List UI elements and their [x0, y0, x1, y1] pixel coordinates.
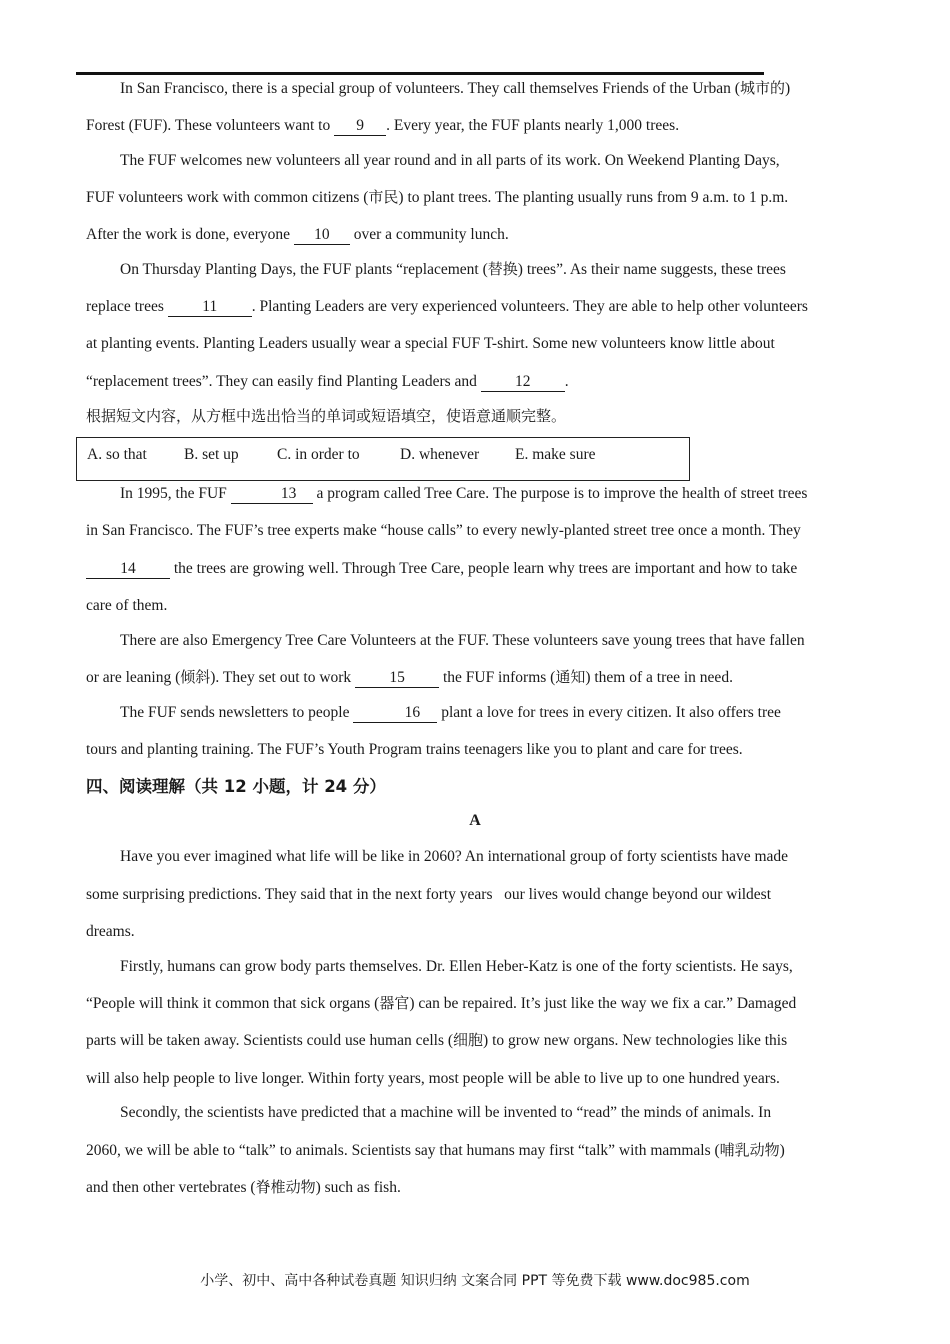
passage-line: In San Francisco, there is a special group of volunteers. They call themselves Friends of the Urban (城市的) [120, 79, 791, 97]
passage-line: some surprising predictions. They said that in the next forty years our lives would change beyond our wildest [86, 886, 772, 903]
passage-line: and then other vertebrates (脊椎动物) such as fish. [86, 1178, 401, 1196]
passage-line: parts will be taken away. Scientists could use human cells (细胞) to grow new organs. New technologies like this [86, 1031, 788, 1049]
instruction: 根据短文内容，从方框中选出恰当的单词或短语填空，使语意通顺完整。 [86, 407, 567, 425]
passage-line: care of them. [86, 597, 168, 614]
passage-line: will also help people to live longer. Within forty years, most people will be able to live up to one hundred years. [86, 1070, 780, 1087]
option-c: C. in order to [277, 446, 360, 463]
passage-line: at planting events. Planting Leaders usually wear a special FUF T-shirt. Some new volunteers know little about [86, 335, 775, 352]
passage-line: On Thursday Planting Days, the FUF plants “replacement (替换) trees”. As their name suggests, these trees [120, 260, 786, 278]
passage-line: There are also Emergency Tree Care Volunteers at the FUF. These volunteers save young trees that have fallen [120, 632, 805, 649]
option-a: A. so that [87, 446, 147, 463]
blank-11: 11 [168, 298, 252, 317]
passage-line: dreams. [86, 923, 135, 940]
option-e: E. make sure [515, 446, 596, 463]
passage-line: in San Francisco. The FUF’s tree experts make “house calls” to every newly-planted street tree once a month. They [86, 522, 801, 539]
passage-line: “replacement trees”. They can easily find Planting Leaders and 12 . [86, 373, 569, 390]
blank-9: 9 [334, 117, 386, 136]
page-footer: 小学、初中、高中各种试卷真题 知识归纳 文案合同 PPT 等免费下载 www.doc985.com [200, 1273, 750, 1289]
blank-14: 14 [86, 560, 170, 579]
passage-line: Forest (FUF). These volunteers want to 9 . Every year, the FUF plants nearly 1,000 trees. [86, 117, 680, 134]
passage-line: Firstly, humans can grow body parts themselves. Dr. Ellen Heber-Katz is one of the forty scientists. He says, [120, 958, 793, 975]
blank-15: 15 [355, 669, 439, 688]
passage-line: Secondly, the scientists have predicted that a machine will be invented to “read” the minds of animals. In [120, 1104, 772, 1121]
passage-line: In 1995, the FUF 13 a program called Tree Care. The purpose is to improve the health of street trees [120, 485, 808, 502]
passage-line: 14 the trees are growing well. Through Tree Care, people learn why trees are important and how to take [86, 550, 866, 587]
passage-label: A [469, 812, 481, 829]
passage-line: Have you ever imagined what life will be like in 2060? An international group of forty scientists have made [120, 848, 789, 865]
passage-line: After the work is done, everyone 10 over a community lunch. [86, 226, 509, 243]
passage-line: The FUF sends newsletters to people 16 plant a love for trees in every citizen. It also offers tree [120, 704, 781, 721]
passage-line: 2060, we will be able to “talk” to animals. Scientists say that humans may first “talk” with mammals (哺乳动物) [86, 1141, 785, 1159]
option-d: D. whenever [400, 446, 480, 463]
blank-13: 13 [231, 485, 313, 504]
section-heading: 四、阅读理解（共 12 小题，计 24 分） [86, 777, 386, 796]
blank-10: 10 [294, 226, 350, 245]
passage-line: FUF volunteers work with common citizens (市民) to plant trees. The planting usually runs from 9 a.m. to 1 p.m. [86, 188, 789, 206]
passage-line: or are leaning (倾斜). They set out to work 15 the FUF informs (通知) them of a tree in need. [86, 668, 733, 686]
blank-12: 12 [481, 373, 565, 392]
blank-16: 16 [353, 704, 437, 723]
option-b: B. set up [184, 446, 239, 463]
passage-line: The FUF welcomes new volunteers all year round and in all parts of its work. On Weekend Planting Days, [120, 152, 780, 169]
passage-line: “People will think it common that sick organs (器官) can be repaired. It’s just like the way we fix a car.” Damaged [86, 994, 797, 1012]
passage-line: tours and planting training. The FUF’s Youth Program trains teenagers like you to plant and care for trees. [86, 741, 743, 758]
passage-line: replace trees 11 . Planting Leaders are very experienced volunteers. They are able to help other volunteers [86, 298, 808, 315]
